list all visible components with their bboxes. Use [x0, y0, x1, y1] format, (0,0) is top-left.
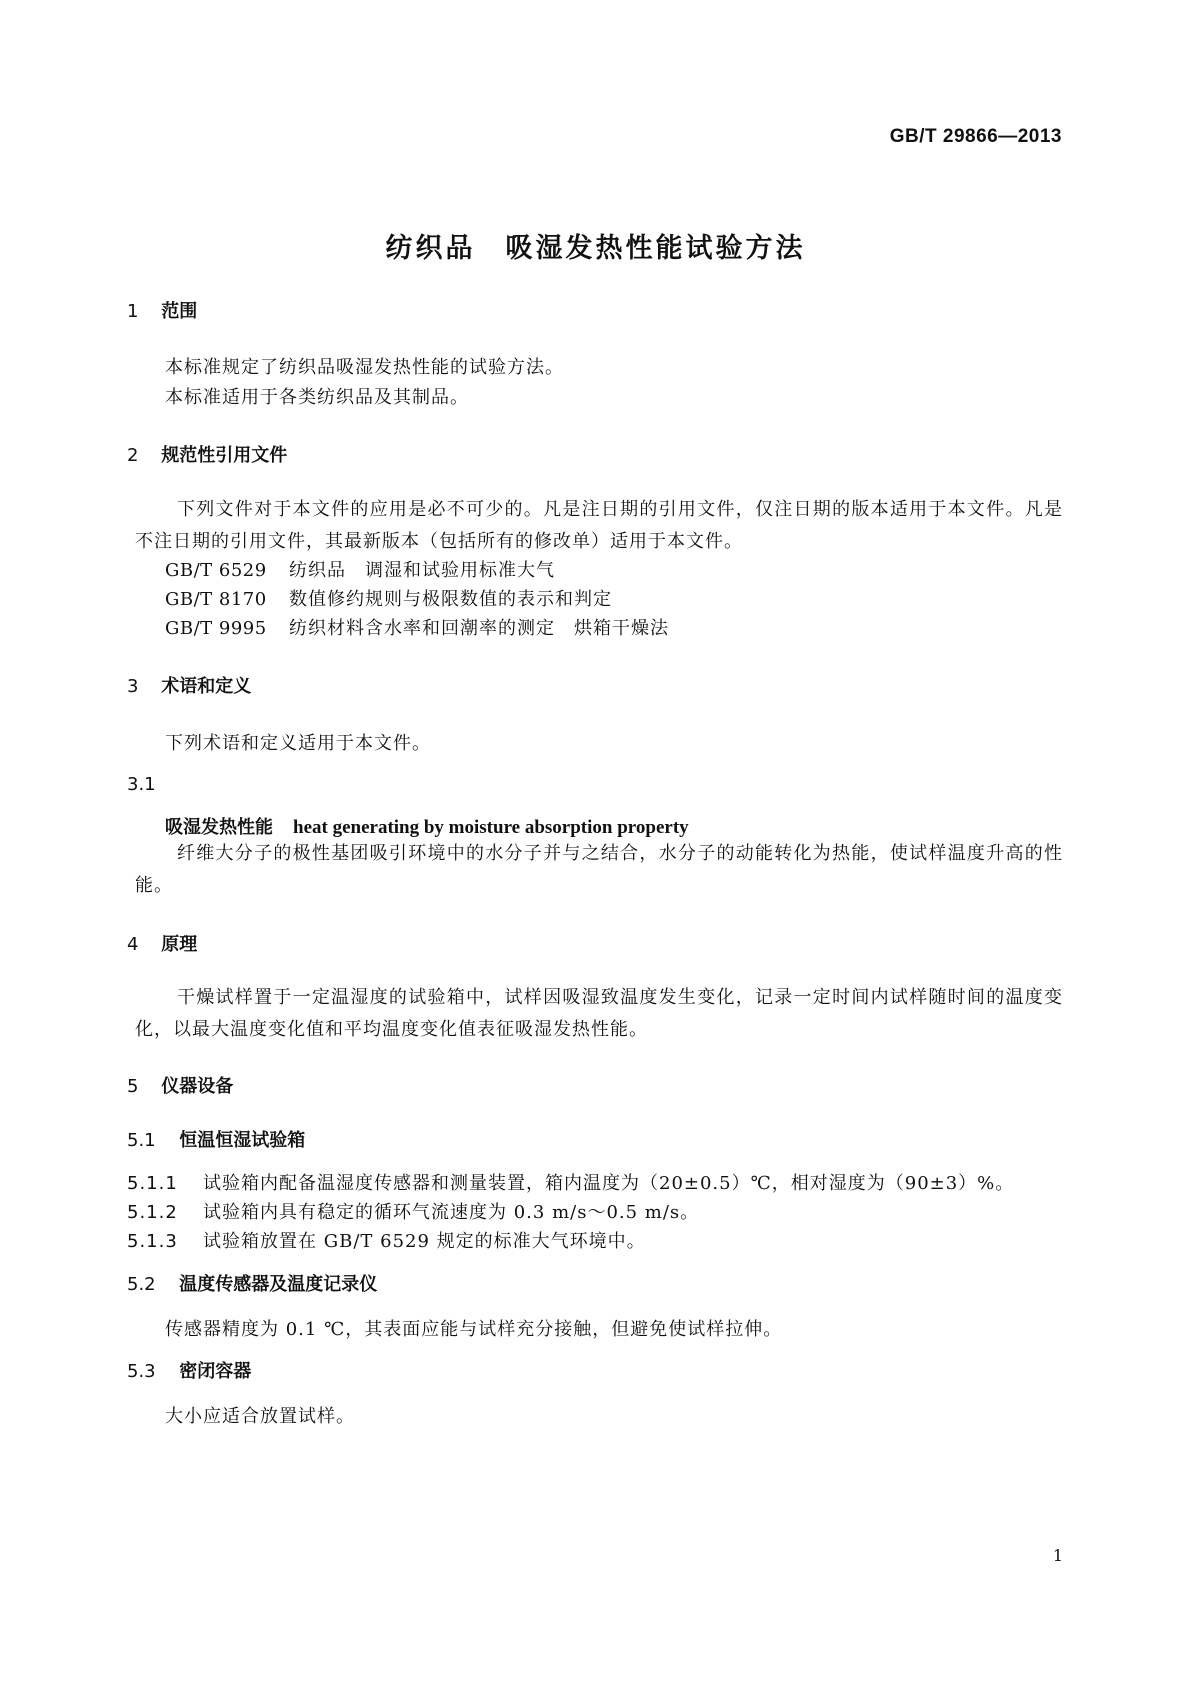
- paragraph: 干燥试样置于一定温湿度的试验箱中，试样因吸湿致温度发生变化，记录一定时间内试样随时间的温度变化，以最大温度变化值和平均温度变化值表征吸湿发热性能。: [135, 987, 1063, 1040]
- paragraph: 传感器精度为 0.1 ℃，其表面应能与试样充分接触，但避免使试样拉伸。: [165, 1319, 783, 1340]
- section-title: 原理: [161, 934, 198, 955]
- clause-number: 5.1.1: [127, 1173, 178, 1194]
- section-number: 3: [127, 676, 139, 697]
- subsection-number: 5.1: [127, 1130, 156, 1151]
- reference-code: GB/T 8170: [165, 589, 267, 610]
- paragraph: 本标准规定了纺织品吸湿发热性能的试验方法。: [165, 357, 564, 378]
- subsection-title: 恒温恒湿试验箱: [179, 1130, 306, 1151]
- reference-item: [165, 556, 555, 582]
- section-number: 2: [127, 445, 139, 466]
- subsection-number: 3.1: [127, 774, 156, 795]
- section-title: 仪器设备: [161, 1076, 234, 1097]
- subsection-title: 温度传感器及温度记录仪: [179, 1274, 378, 1295]
- subsection-number: 5.2: [127, 1274, 156, 1295]
- reference-code: GB/T 9995: [165, 618, 267, 639]
- clause-item: [127, 1169, 1014, 1195]
- section-3-heading: [127, 672, 251, 698]
- clause-item: [127, 1227, 646, 1253]
- subsection-5-2-heading: [127, 1270, 377, 1296]
- section-number: 1: [127, 301, 139, 322]
- clause-number: 5.1.3: [127, 1231, 178, 1252]
- section-title: 范围: [161, 301, 198, 322]
- standard-code: GB/T 29866—2013: [889, 126, 1062, 147]
- reference-title: 纺织品 调湿和试验用标准大气: [289, 560, 555, 581]
- subsection-title: 密闭容器: [179, 1361, 252, 1382]
- term-entry: [165, 813, 689, 839]
- term-definition: 纤维大分子的极性基团吸引环境中的水分子并与之结合，水分子的动能转化为热能，使试样温度升高的性能。: [135, 843, 1063, 896]
- clause-number: 5.1.2: [127, 1202, 178, 1223]
- section-number: 4: [127, 934, 139, 955]
- paragraph: 下列术语和定义适用于本文件。: [165, 733, 431, 754]
- subsection-5-1-heading: [127, 1126, 305, 1152]
- reference-item: [165, 585, 612, 611]
- subsection-5-3-heading: [127, 1357, 251, 1383]
- paragraph: 大小应适合放置试样。: [165, 1406, 355, 1427]
- reference-code: GB/T 6529: [165, 560, 267, 581]
- page-number: 1: [1052, 1546, 1063, 1565]
- clause-text: 试验箱放置在 GB/T 6529 规定的标准大气环境中。: [203, 1231, 646, 1252]
- section-number: 5: [127, 1076, 139, 1097]
- term-chinese: 吸湿发热性能: [165, 817, 273, 838]
- section-4-heading: [127, 930, 197, 956]
- section-1-heading: [127, 297, 197, 323]
- section-title: 规范性引用文件: [161, 445, 288, 466]
- paragraph: 下列文件对于本文件的应用是必不可少的。凡是注日期的引用文件，仅注日期的版本适用于本文件。凡是不注日期的引用文件，其最新版本（包括所有的修改单）适用于本文件。: [135, 499, 1063, 552]
- document-title: 纺织品 吸湿发热性能试验方法: [385, 233, 806, 264]
- term-english: heat generating by moisture absorption property: [293, 817, 689, 838]
- paragraph: 本标准适用于各类纺织品及其制品。: [165, 387, 469, 408]
- section-2-heading: [127, 441, 287, 467]
- reference-item: [165, 614, 669, 640]
- subsection-number: 5.3: [127, 1361, 156, 1382]
- clause-text: 试验箱内配备温湿度传感器和测量装置，箱内温度为（20±0.5）℃，相对湿度为（90±3）%。: [203, 1173, 1015, 1194]
- section-title: 术语和定义: [161, 676, 252, 697]
- reference-title: 纺织材料含水率和回潮率的测定 烘箱干燥法: [289, 618, 669, 639]
- clause-text: 试验箱内具有稳定的循环气流速度为 0.3 m/s～0.5 m/s。: [203, 1202, 700, 1223]
- section-5-heading: [127, 1072, 233, 1098]
- reference-title: 数值修约规则与极限数值的表示和判定: [289, 589, 612, 610]
- clause-item: [127, 1198, 699, 1224]
